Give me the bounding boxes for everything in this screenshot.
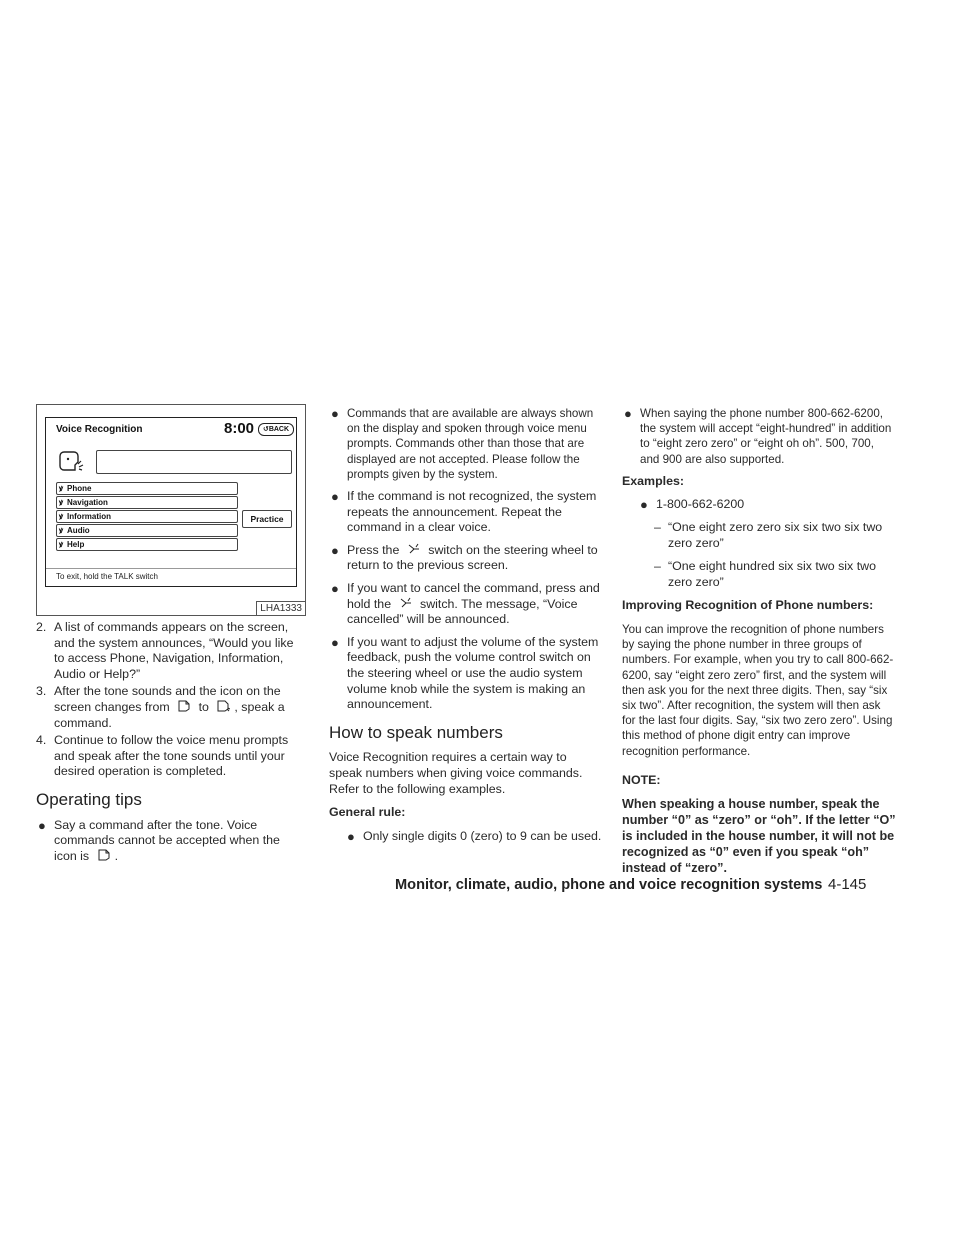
back-button-label: BACK — [268, 426, 290, 433]
bullet-icon: ● — [331, 580, 339, 596]
rule-1: ● Only single digits 0 (zero) to 9 can be used. — [347, 828, 602, 844]
tip-5: ● If you want to cancel the command, press and hold the switch. The message, “Voice cancelled” will be announced. — [331, 580, 600, 627]
example-dash-2: – “One eight hundred six six two six two zero zero” — [654, 559, 876, 589]
talk-icon — [97, 849, 111, 861]
note-body: When speaking a house number, speak the number “0” as “zero” or “oh”. If the letter “O” is included in the house number, it will not be recognized as “0” even if you speak “oh” instead of “zero”. — [622, 797, 896, 876]
talk-active-icon — [216, 700, 230, 712]
voice-command-icon: ꝟ — [59, 498, 64, 507]
numbers-intro: Voice Recognition requires a certain way to speak numbers when giving voice commands. Refer to the following examples. — [329, 750, 583, 796]
examples-heading: Examples: — [622, 473, 684, 488]
figure-voice-recognition-screen — [36, 404, 306, 616]
general-rule-heading: General rule: — [329, 805, 406, 820]
footer-section-title: Monitor, climate, audio, phone and voice recognition systems — [395, 877, 823, 893]
menu-item-audio: ꝟ Audio — [56, 524, 238, 537]
bullet-icon: ● — [331, 634, 339, 650]
bullet-icon: ● — [331, 406, 339, 421]
screen-time: 8:00 — [224, 420, 255, 437]
column-1 — [36, 620, 306, 871]
menu-item-help: ꝟ Help — [56, 538, 238, 551]
step-2: 2. A list of commands appears on the screen, and the system announces, “Would you like to access Phone, Navigation, Information, Audio or Help?” — [36, 620, 294, 681]
voice-command-icon: ꝟ — [59, 540, 64, 549]
menu-item-navigation: ꝟ Navigation — [56, 496, 238, 509]
talk-switch-icon — [399, 597, 413, 609]
screen-title: Voice Recognition — [56, 424, 143, 435]
talk-switch-icon — [407, 543, 421, 555]
rule-2: ● When saying the phone number 800-662-6200, the system will accept “eight-hundred” in addition to “eight zero zero” or “eight oh oh”. 500, 700, and 900 are also supported. — [624, 406, 892, 466]
figure-code: LHA1333 — [256, 601, 305, 615]
voice-input-box — [96, 450, 292, 474]
improve-heading: Improving Recognition of Phone numbers: — [622, 598, 874, 613]
voice-recognition-screen — [45, 417, 297, 587]
heading-how-to-speak-numbers: How to speak numbers — [329, 722, 503, 742]
example-number: ● 1-800-662-6200 — [640, 497, 745, 513]
column-2 — [329, 406, 603, 851]
screen-divider — [46, 568, 296, 569]
bullet-icon: ● — [347, 828, 355, 844]
bullet-icon: ● — [331, 542, 339, 558]
example-dash-1: – “One eight zero zero six six two six two zero zero” — [654, 520, 883, 550]
footer-page-number: 4-145 — [828, 876, 867, 893]
note-heading: NOTE: — [622, 772, 661, 787]
talk-icon — [177, 700, 191, 712]
voice-command-icon: ꝟ — [59, 512, 64, 521]
heading-operating-tips: Operating tips — [36, 789, 142, 809]
practice-button: Practice — [242, 510, 292, 528]
tip-3: ● If the command is not recognized, the system repeats the announcement. Repeat the command in a clear voice. — [331, 489, 597, 535]
step-3: 3. After the tone sounds and the icon on the screen changes from to , speak a command. — [36, 684, 285, 730]
tip-4: ● Press the switch on the steering wheel to return to the previous screen. — [331, 542, 598, 573]
tip-1: ● Say a command after the tone. Voice commands cannot be accepted when the icon is . — [38, 817, 280, 863]
bullet-icon: ● — [38, 817, 46, 833]
step-4: 4. Continue to follow the voice menu prompts and speak after the tone sounds until your desired operation is completed. — [36, 733, 289, 779]
voice-command-icon: ꝟ — [59, 526, 64, 535]
tip-6: ● If you want to adjust the volume of the system feedback, push the volume control switch on the steering wheel or use the audio system volume knob while the system is making an announcement. — [331, 634, 599, 712]
bullet-icon: ● — [624, 406, 632, 421]
back-button: ↺BACK — [258, 423, 294, 436]
voice-command-icon: ꝟ — [59, 484, 64, 493]
column-3 — [622, 406, 896, 876]
bullet-icon: ● — [640, 497, 648, 513]
bullet-icon: ● — [331, 489, 339, 505]
tip-2: ● Commands that are available are always shown on the display and spoken through voice menu prompts. Commands other than those that are displayed are not accepted. Please follow the prompts given by the system. — [331, 406, 594, 481]
speaking-head-icon — [56, 448, 86, 474]
screen-footer-text: To exit, hold the TALK switch — [56, 572, 158, 581]
menu-item-phone: ꝟ Phone — [56, 482, 238, 495]
menu-item-information: ꝟ Information — [56, 510, 238, 523]
improve-body: You can improve the recognition of phone numbers by saying the phone number in three groups of numbers. For example, when you try to call 800-662-6200, say “eight zero zero” first, and the system will then ask you for the next three digits. Then, say “six six two”. After recognition, the system will then ask for the last four digits. Say, “six two zero zero”. Using this method of phone digit entry can improve recognition performance. — [622, 622, 894, 758]
